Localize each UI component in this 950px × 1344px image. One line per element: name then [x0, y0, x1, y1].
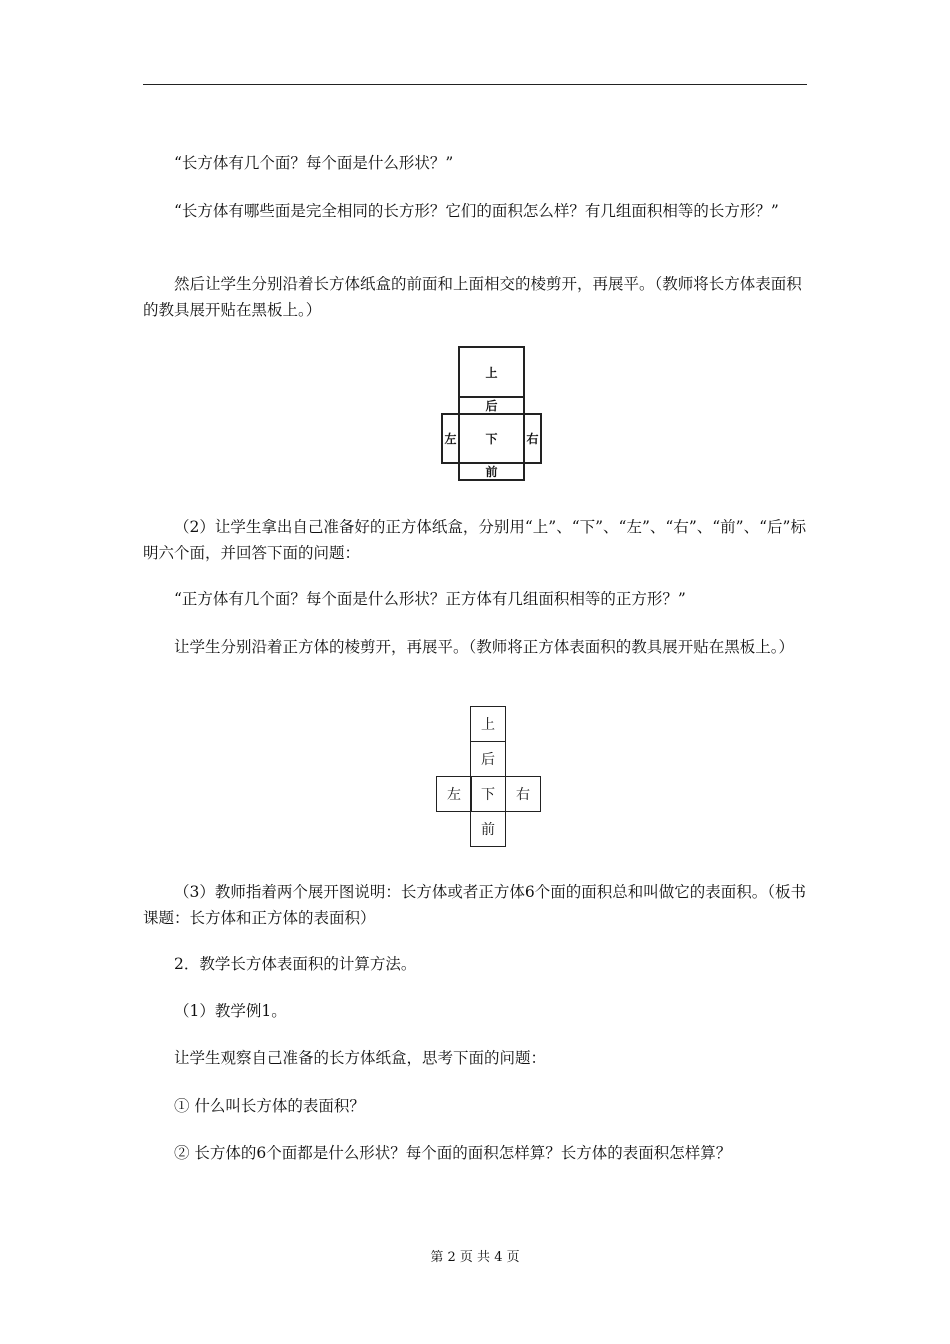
cube-face-left: 左: [436, 776, 472, 812]
cube-face-back: 后: [470, 741, 506, 777]
cuboid-face-right: 右: [523, 413, 542, 464]
cuboid-face-top: 上: [458, 346, 525, 398]
paragraph-9: （1）教学例1。: [174, 1002, 287, 1020]
paragraph-11: ① 什么叫长方体的表面积？: [174, 1097, 365, 1115]
paragraph-6: 让学生分别沿着正方体的棱剪开，再展平。（教师将正方体表面积的教具展开贴在黑板上。）: [174, 638, 795, 656]
paragraph-7: （3）教师指着两个展开图说明：长方体或者正方体6个面的面积总和叫做它的表面积。（板书课题：长方体和正方体的表面积）: [143, 883, 806, 927]
paragraph-5: “正方体有几个面？每个面是什么形状？正方体有几组面积相等的正方形？”: [174, 590, 686, 608]
header-rule: [143, 84, 807, 85]
paragraph-8: 2．教学长方体表面积的计算方法。: [174, 955, 417, 973]
cube-face-right: 右: [505, 776, 541, 812]
cuboid-face-front: 前: [458, 462, 525, 481]
paragraph-10: 让学生观察自己准备的长方体纸盒，思考下面的问题：: [174, 1049, 547, 1067]
cuboid-face-left: 左: [441, 413, 460, 464]
page-footer: 第 2 页 共 4 页: [430, 1250, 520, 1265]
paragraph-12: ② 长方体的6个面都是什么形状？每个面的面积怎样算？长方体的表面积怎样算？: [174, 1144, 732, 1162]
cube-face-front: 前: [470, 811, 506, 847]
paragraph-4: （2）让学生拿出自己准备好的正方体纸盒，分别用“上”、“下”、“左”、“右”、“前”、“后”标明六个面，并回答下面的问题：: [143, 518, 806, 562]
paragraph-3: 然后让学生分别沿着长方体纸盒的前面和上面相交的棱剪开，再展平。（教师将长方体表面积的教具展开贴在黑板上。）: [143, 275, 802, 319]
cube-face-bottom: 下: [470, 776, 506, 812]
cube-face-top: 上: [470, 706, 506, 742]
paragraph-2: “长方体有哪些面是完全相同的长方形？它们的面积怎么样？有几组面积相等的长方形？”: [174, 202, 779, 220]
cuboid-face-back: 后: [458, 396, 525, 415]
cuboid-face-bottom: 下: [458, 413, 525, 464]
paragraph-1: “长方体有几个面？每个面是什么形状？”: [174, 154, 454, 172]
